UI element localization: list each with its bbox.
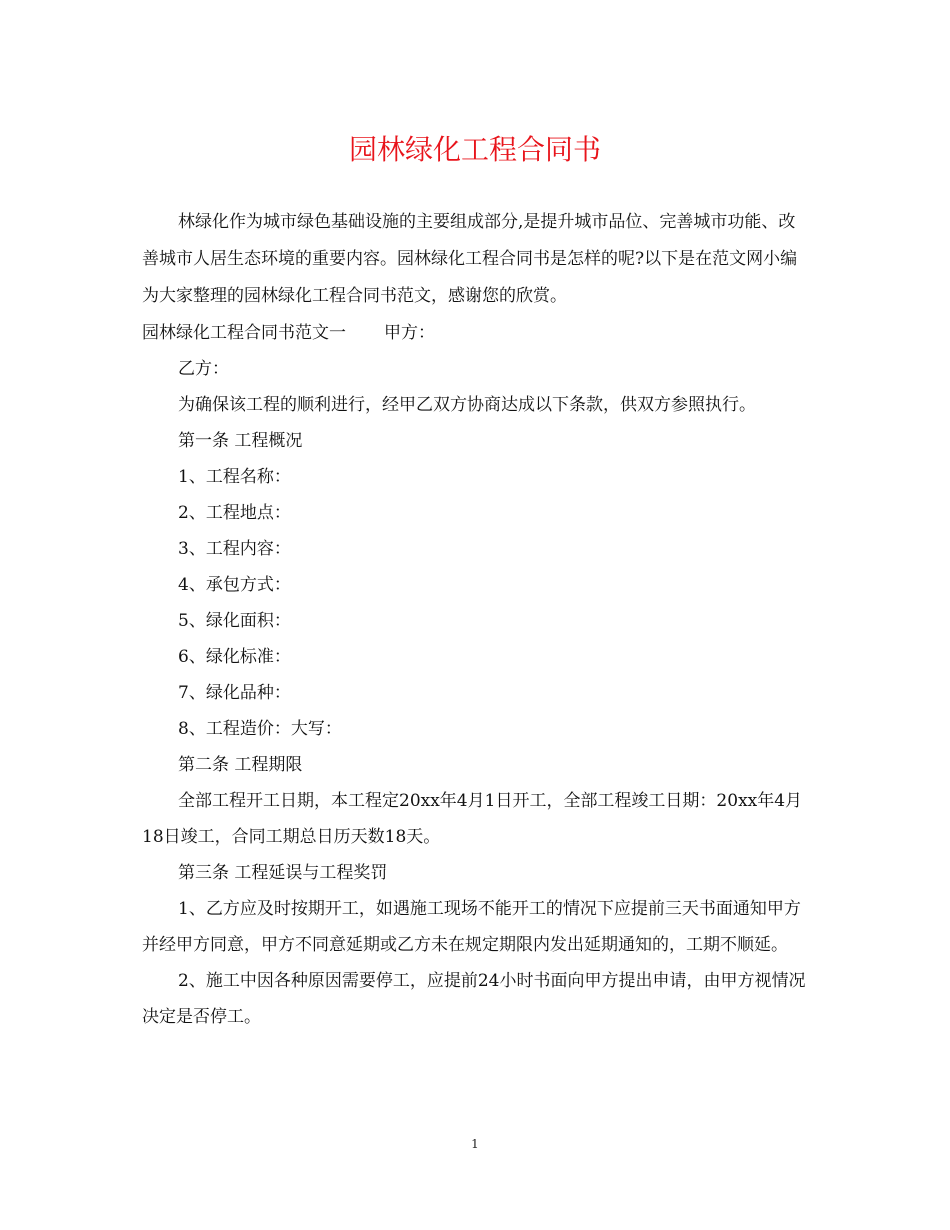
article-1-item: 4、承包方式： bbox=[178, 575, 291, 595]
article-1-item: 6、绿化标准： bbox=[178, 647, 291, 667]
page-number: 1 bbox=[471, 1137, 479, 1151]
article-3-item-2: 2、施工中因各种原因需要停工，应提前24小时书面向甲方提出申请，由甲方视情况决定是否停工。 bbox=[142, 971, 806, 1027]
article-1-item: 8、工程造价：大写： bbox=[178, 719, 342, 739]
article-3-heading: 第三条 工程延误与工程奖罚 bbox=[178, 863, 388, 883]
preamble-paragraph: 为确保该工程的顺利进行，经甲乙双方协商达成以下条款，供双方参照执行。 bbox=[178, 395, 756, 415]
party-a-label: 甲方： bbox=[384, 323, 435, 343]
article-1-item: 7、绿化品种： bbox=[178, 683, 291, 703]
article-1-item: 2、工程地点： bbox=[178, 503, 291, 523]
intro-paragraph: 林绿化作为城市绿色基础设施的主要组成部分,是提升城市品位、完善城市功能、改善城市人居生态环境的重要内容。园林绿化工程合同书是怎样的呢?以下是在范文网小编为大家整理的园林绿化工程合同书范文，感谢您的欣赏。 bbox=[142, 212, 798, 306]
party-b-label: 乙方： bbox=[178, 359, 229, 379]
document-title: 园林绿化工程合同书 bbox=[348, 133, 601, 166]
article-1-item: 3、工程内容： bbox=[178, 539, 291, 559]
article-1-item: 1、工程名称： bbox=[178, 467, 291, 487]
article-3-item-1: 1、乙方应及时按期开工，如遇施工现场不能开工的情况下应提前三天书面通知甲方并经甲方同意，甲方不同意延期或乙方未在规定期限内发出延期通知的，工期不顺延。 bbox=[142, 899, 801, 955]
sample-heading-line bbox=[142, 315, 812, 351]
article-2-text: 全部工程开工日期，本工程定20xx年4月1日开工，全部工程竣工日期：20xx年4月18日竣工，合同工期总日历天数18天。 bbox=[142, 791, 803, 847]
sample-heading: 园林绿化工程合同书范文一 bbox=[142, 323, 346, 343]
document-body bbox=[142, 204, 812, 1035]
article-1-item: 5、绿化面积： bbox=[178, 611, 291, 631]
article-2-heading: 第二条 工程期限 bbox=[178, 755, 303, 775]
article-1-heading: 第一条 工程概况 bbox=[178, 431, 303, 451]
